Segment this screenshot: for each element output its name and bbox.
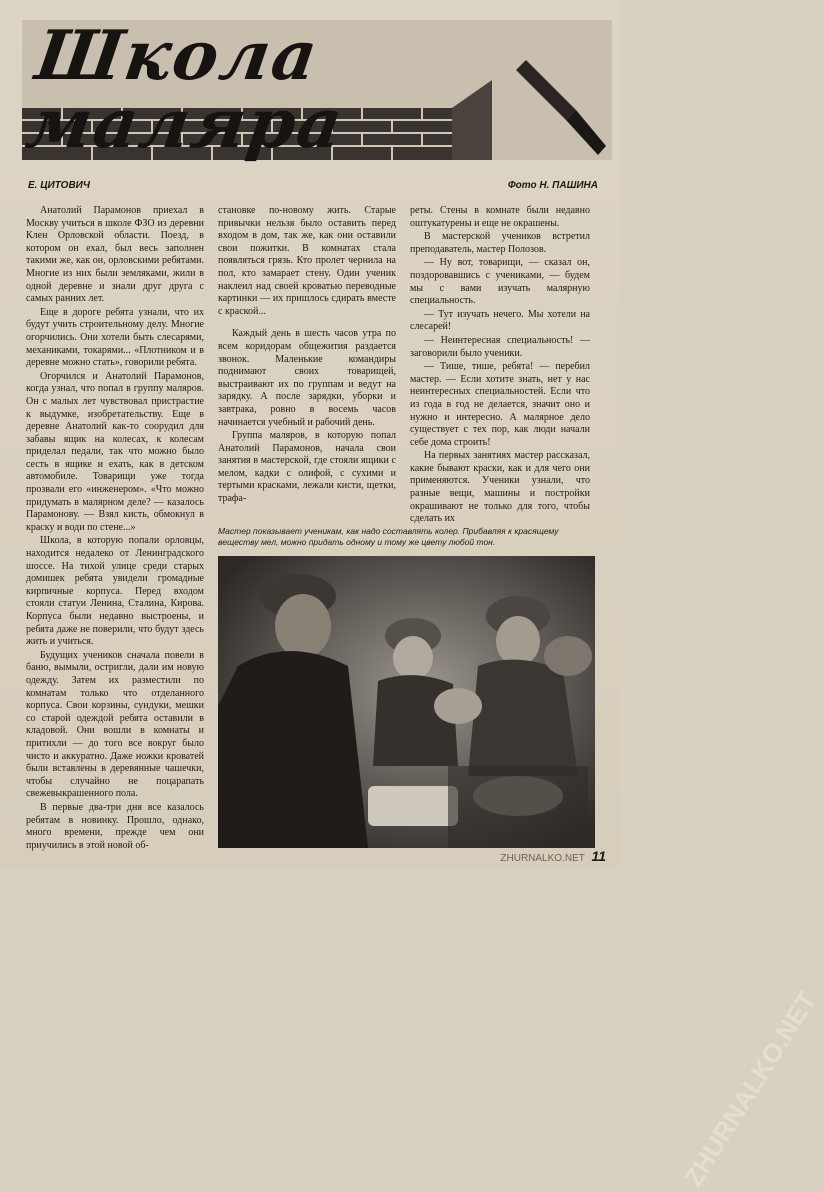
text-column-1 <box>26 205 204 853</box>
paragraph: реты. Стены в комнате были недавно оштукатурены и еще не окрашены. <box>410 205 590 229</box>
text-column-2 <box>218 205 396 507</box>
paragraph: Анатолий Парамонов приехал в Москву учиться в школе ФЗО из деревни Клен Орловской области. Поезд, в котором он ехал, был весь заполнен такими же, как он, орловскими ребятами. Многие из них были земляками, жили в одной деревне и знали друг друга с самых ранних лет. <box>26 205 204 305</box>
watermark: ZHURNALKO.NET <box>678 986 823 1192</box>
paragraph: В первые два-три дня все казалось ребятам в новинку. Прошло, однако, много времени, прежде чем они приучились в этой новой об- <box>26 801 204 851</box>
paragraph: Огорчился и Анатолий Парамонов, когда узнал, что попал в группу маляров. Он с малых лет чувствовал пристрастие к выдумке, изобретательству. Еще в деревне Анатолий как-то соорудил для забавы ящик на колесах, к колесам приделал педали, так что можно было сесть в ящике и ехать, как в детском автомобиле. Товарищи уже тогда прозвали его «инженером». «Что можно придумать в малярном деле? — казалось Парамонову. — Взял кисть, обмокнул в краску и води по стене...» <box>26 370 204 533</box>
page-number: 11 <box>591 848 606 864</box>
byline-row <box>28 180 598 194</box>
title-illustration <box>21 16 612 164</box>
paragraph: На первых занятиях мастер рассказал, какие бывают краски, как и для чего они применяются. Ученики узнали, что разные вещи, машины и постройки окрашивают не только для того, чтобы сделать их <box>410 450 590 525</box>
paragraph: Еще в дороге ребята узнали, что их будут учить строительному делу. Многие огорчились. Они хотели быть слесарями, механиками, токарями... «Плотником и в деревне можно стать», говорили ребята. <box>26 306 204 369</box>
paragraph: В мастерской учеников встретил преподаватель, мастер Полозов. <box>410 231 590 255</box>
paragraph: — Тут изучать нечего. Мы хотели на слесарей! <box>410 308 590 333</box>
paragraph: Каждый день в шесть часов утра по всем коридорам общежития раздается звонок. Маленькие командиры поднимают своих товарищей, выстраивают их по группам и ведут на зарядку. А после зарядки, уборки и завтрака, ровно в восемь часов начинается учебный и рабочий день. <box>218 328 396 428</box>
paragraph: Группа маляров, в которую попал Анатолий Парамонов, начала свои занятия в мастерской, где стояли ящики с мелом, кадки с олифой, с сухими и тертыми красками, лежали кисти, щетки, трафа- <box>218 430 396 505</box>
paragraph: Будущих учеников сначала повели в баню, вымыли, остригли, дали им новую одежду. Затем их разместили по комнатам только что отделанного корпуса. Свои корзины, сундуки, мешки со старой одеждой ребята оставили в кладовой. Они вошли в комнаты и притихли — до того все вокруг было чисто и аккуратно. Даже ножки кроватей были вставлены в деревянные чашечки, чтобы случайно не поцарапать свежевыкрашенного пола. <box>26 649 204 800</box>
photo-scene-illustration <box>218 556 595 848</box>
paragraph: становке по-новому жить. Старые привычки нельзя было оставить перед входом в дом, так же, как они оставили свои пожитки. В комнатах стала появляться грязь. Кто пролет чернила на пол, кто замарает стену. Один ученик наклеил над своей кроватью переводные картинки — их пришлось сдирать вместе с краской... <box>218 205 396 317</box>
text-column-3 <box>410 205 590 527</box>
paragraph: — Ну вот, товарищи, — сказал он, поздоровавшись с учениками, — будем мы с вами изучать малярную специальность. <box>410 257 590 307</box>
photo-caption: Мастер показывает ученикам, как надо составлять колер. Прибавляя к красящему веществу мел, можно придать одному и тому же цвету любой тон. <box>218 526 559 547</box>
paintbrush-icon <box>506 50 606 160</box>
page-footer <box>500 848 606 864</box>
article-title: Школа маляра <box>21 16 350 164</box>
author-byline: Е. ЦИТОВИЧ <box>28 180 90 191</box>
paragraph: — Тише, тише, ребята! — перебил мастер. — Если хотите знать, нет у нас неинтересных специальностей. Если что из года в год не делается, значит оно и нужно и интересно. А малярное дело существует с тех пор, как люди начали себе дома строить! <box>410 361 590 448</box>
paragraph: — Неинтересная специальность! — заговорили было ученики. <box>410 334 590 359</box>
photo-credit: Фото Н. ПАШИНА <box>507 180 598 191</box>
paragraph: Школа, в которую попали орловцы, находится недалеко от Ленинградского шоссе. На тихой улице среди старых домишек ребята увидели громадные кирпичные корпуса. Перед входом стояли статуи Ленина, Сталина, Кирова. Корпуса были недавно выстроены, и ребята даже не поверили, что будут здесь жить и учиться. <box>26 535 204 648</box>
site-label: ZHURNALKO.NET <box>500 853 585 864</box>
